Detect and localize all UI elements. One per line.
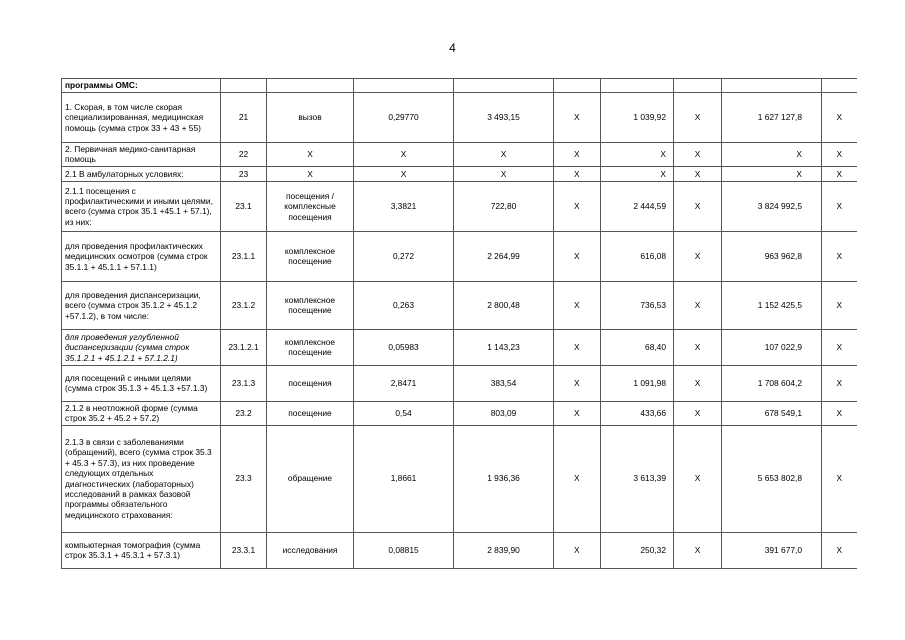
table-row [62, 329, 857, 365]
cell-text: 3 613,39 [633, 473, 666, 484]
cell-text: 383,54 [490, 378, 517, 389]
cell-text: 0,05983 [388, 342, 419, 353]
cell-text: X [836, 112, 843, 123]
cell-text: 21 [238, 112, 249, 123]
table-cell [674, 166, 722, 181]
table-cell [62, 365, 221, 401]
cell-text: 2.1.2 в неотложной форме (сумма строк 35.2 + 45.2 + 57.2) [65, 402, 198, 424]
table-cell [674, 79, 722, 93]
table-cell [267, 143, 354, 167]
table-cell [221, 166, 267, 181]
table-cell [221, 231, 267, 281]
cell-text: X [694, 408, 701, 419]
cell-text: 963 962,8 [764, 251, 802, 262]
cell-text: для проведения профилактических медицинских осмотров (сумма строк 35.1.1 + 45.1.1 + 57.1.1) [65, 240, 208, 272]
cell-text: X [694, 251, 701, 262]
cell-text: 23.2 [235, 408, 252, 419]
table-cell [674, 365, 722, 401]
table-cell [62, 532, 221, 568]
table-cell [354, 329, 454, 365]
table-cell [454, 532, 554, 568]
table-cell [554, 79, 601, 93]
cell-text: 0,263 [393, 300, 414, 311]
cell-text: 2.1.1 посещения с профилактическими и иными целями, всего (сумма строк 35.1 +45.1 + 57.1), из них: [65, 185, 213, 227]
cell-text: 250,32 [640, 544, 666, 555]
cell-text: 3 824 992,5 [757, 201, 802, 212]
cell-text: X [836, 300, 843, 311]
table-cell [822, 166, 857, 181]
table-cell [354, 181, 454, 231]
table-row [62, 532, 857, 568]
cell-text: 1 627 127,8 [757, 112, 802, 123]
table-cell [267, 93, 354, 143]
table-cell [722, 181, 822, 231]
table-cell [554, 329, 601, 365]
table-cell [822, 143, 857, 167]
table-row [62, 425, 857, 532]
table-cell [822, 181, 857, 231]
table-cell [454, 365, 554, 401]
cell-text: X [500, 168, 507, 179]
cell-text: 2.1 В амбулаторных условиях: [65, 168, 184, 179]
cell-text: 107 022,9 [764, 342, 802, 353]
table-cell [554, 281, 601, 329]
table-cell [601, 79, 674, 93]
cell-text: X [574, 342, 580, 353]
table-cell [601, 281, 674, 329]
table-cell [722, 166, 822, 181]
table-cell [554, 93, 601, 143]
table-body [62, 79, 857, 569]
table-cell [62, 79, 221, 93]
table-row [62, 166, 857, 181]
cell-text: 722,80 [490, 201, 517, 212]
cell-text: X [574, 168, 580, 179]
table-cell [454, 79, 554, 93]
cell-text: 23.1.2 [231, 300, 256, 311]
cell-text: посещение [288, 408, 332, 419]
cell-text: программы ОМС: [65, 80, 138, 91]
table-cell [722, 93, 822, 143]
table-cell [221, 281, 267, 329]
cell-text: 0,272 [393, 251, 414, 262]
table-cell [822, 401, 857, 425]
cell-text: 803,09 [490, 408, 517, 419]
table-cell [454, 143, 554, 167]
table-cell [267, 425, 354, 532]
page-number: 4 [449, 41, 456, 55]
cell-text: X [836, 544, 843, 555]
cell-text: X [307, 168, 313, 179]
cell-text: 1 152 425,5 [757, 300, 802, 311]
table-cell [554, 401, 601, 425]
table-cell [354, 425, 454, 532]
table-cell [601, 425, 674, 532]
cell-text: 2,8471 [390, 378, 417, 389]
cell-text: 3 493,15 [487, 112, 520, 123]
table-cell [62, 93, 221, 143]
table-cell [601, 166, 674, 181]
table-row [62, 181, 857, 231]
cell-text: X [574, 201, 580, 212]
table-cell [601, 329, 674, 365]
cell-text: 22 [238, 149, 249, 160]
table-row [62, 401, 857, 425]
table-cell [267, 181, 354, 231]
cell-text: X [400, 149, 407, 160]
cell-text: X [836, 251, 843, 262]
cell-text: 5 653 802,8 [757, 473, 802, 484]
table-cell [354, 532, 454, 568]
cell-text: посещения / комплексные посещения [284, 190, 336, 222]
cell-text: вызов [298, 112, 322, 123]
cell-text: X [836, 408, 843, 419]
cell-text: X [574, 112, 580, 123]
table-cell [354, 281, 454, 329]
cell-text: 0,54 [395, 408, 412, 419]
cell-text: 23.1.3 [231, 378, 256, 389]
cell-text: X [500, 149, 507, 160]
table-cell [822, 329, 857, 365]
table-cell [221, 181, 267, 231]
cell-text: X [694, 149, 701, 160]
table-cell [354, 231, 454, 281]
table-row [62, 143, 857, 167]
table-cell [62, 425, 221, 532]
table-cell [822, 365, 857, 401]
table-cell [221, 401, 267, 425]
table-cell [601, 532, 674, 568]
cell-text: для проведения углубленной диспансеризации (сумма строк 35.1.2.1 + 45.1.2.1 + 57.1.2.1) [65, 331, 190, 363]
table-cell [601, 401, 674, 425]
table-cell [722, 281, 822, 329]
table-cell [354, 93, 454, 143]
cell-text: X [307, 149, 313, 160]
cell-text: комплексное посещение [284, 245, 336, 267]
table-cell [601, 143, 674, 167]
table-cell [221, 79, 267, 93]
table-cell [354, 166, 454, 181]
table-row [62, 281, 857, 329]
cell-text: X [694, 300, 701, 311]
cell-text: X [574, 473, 580, 484]
table-cell [62, 281, 221, 329]
table-cell [454, 401, 554, 425]
cell-text: исследования [282, 544, 338, 555]
table-cell [722, 532, 822, 568]
cell-text: 23.1.1 [231, 251, 256, 262]
cell-text: 3,3821 [390, 201, 417, 212]
table-cell [221, 425, 267, 532]
cell-text: X [660, 168, 666, 179]
table-cell [674, 281, 722, 329]
cell-text: 678 549,1 [764, 408, 802, 419]
cell-text: 0,08815 [388, 544, 419, 555]
table-cell [62, 181, 221, 231]
cell-text: X [836, 473, 843, 484]
cell-text: 1 708 604,2 [757, 378, 802, 389]
cell-text: 1 936,36 [487, 473, 520, 484]
cell-text: 23 [238, 168, 249, 179]
table-cell [674, 425, 722, 532]
cell-text: 2 800,48 [487, 300, 520, 311]
cell-text: 1 143,23 [487, 342, 520, 353]
cell-text: 0,29770 [388, 112, 419, 123]
table-cell [554, 166, 601, 181]
table-cell [722, 79, 822, 93]
table-cell [601, 93, 674, 143]
table-cell [221, 143, 267, 167]
cell-text: X [574, 300, 580, 311]
cell-text: комплексное посещение [284, 336, 336, 358]
table-cell [554, 231, 601, 281]
table-cell [822, 532, 857, 568]
table-cell [722, 329, 822, 365]
table-cell [267, 401, 354, 425]
table-cell [822, 281, 857, 329]
table-cell [454, 281, 554, 329]
cell-text: 68,40 [645, 342, 666, 353]
cell-text: 2.1.3 в связи с заболеваниями (обращений), всего (сумма строк 35.3 + 45.3 + 57.3), из них проведение следующих отдельных диагностических (лабораторных) исследований в рамках базовой программы обязательного медицинского страхования: [65, 437, 212, 520]
cell-text: X [400, 168, 407, 179]
table-cell [221, 93, 267, 143]
table-cell [454, 93, 554, 143]
cell-text: компьютерная томография (сумма строк 35.3.1 + 45.3.1 + 57.3.1) [65, 539, 201, 561]
table-cell [674, 329, 722, 365]
table-cell [554, 365, 601, 401]
table-cell [601, 365, 674, 401]
table-cell [722, 401, 822, 425]
table-cell [454, 181, 554, 231]
cell-text: X [574, 544, 580, 555]
cell-text: X [836, 201, 843, 212]
table-cell [221, 365, 267, 401]
cell-text: X [694, 473, 701, 484]
cell-text: 2 264,99 [487, 251, 520, 262]
table-row [62, 93, 857, 143]
cell-text: X [694, 342, 701, 353]
table-cell [221, 329, 267, 365]
table-row [62, 365, 857, 401]
cell-text: 1,8661 [390, 473, 417, 484]
cell-text: 1 039,92 [633, 112, 666, 123]
cell-text: 2 444,59 [633, 201, 666, 212]
table-cell [354, 143, 454, 167]
table-cell [822, 425, 857, 532]
cell-text: 391 677,0 [764, 544, 802, 555]
table-cell [722, 365, 822, 401]
cell-text: X [574, 251, 580, 262]
cell-text: 23.3 [235, 473, 252, 484]
table-cell [722, 231, 822, 281]
cell-text: X [796, 168, 802, 179]
cell-text: X [836, 149, 843, 160]
cell-text: 23.3.1 [231, 544, 256, 555]
cell-text: 1. Скорая, в том числе скорая специализированная, медицинская помощь (сумма строк 33 + 43 + 55) [65, 101, 204, 133]
table-cell [674, 181, 722, 231]
table-cell [62, 231, 221, 281]
table-cell [554, 532, 601, 568]
table-cell [354, 401, 454, 425]
cell-text: 1 091,98 [633, 378, 666, 389]
table-cell [674, 231, 722, 281]
cell-text: комплексное посещение [284, 294, 336, 316]
table-cell [267, 166, 354, 181]
table-cell [62, 401, 221, 425]
table-cell [221, 532, 267, 568]
table-cell [354, 79, 454, 93]
cell-text: X [574, 378, 580, 389]
table-cell [601, 181, 674, 231]
cell-text: X [836, 378, 843, 389]
cell-text: 23.1.2.1 [228, 342, 259, 353]
table-cell [62, 143, 221, 167]
cell-text: X [574, 408, 580, 419]
cell-text: X [694, 201, 701, 212]
table-cell [454, 425, 554, 532]
cell-text: посещения [288, 378, 332, 389]
table-cell [601, 231, 674, 281]
cell-text: X [694, 544, 701, 555]
table-cell [722, 425, 822, 532]
table-cell [674, 93, 722, 143]
table-cell [674, 401, 722, 425]
table-cell [454, 166, 554, 181]
table-row [62, 79, 857, 93]
cell-text: X [574, 149, 580, 160]
cell-text: для проведения диспансеризации, всего (сумма строк 35.1.2 + 45.1.2 +57.1.2), в том числе: [65, 289, 201, 321]
table-cell [554, 425, 601, 532]
table-cell [454, 231, 554, 281]
cell-text: 433,66 [640, 408, 666, 419]
table-cell [267, 231, 354, 281]
cell-text: X [796, 149, 802, 160]
table-cell [267, 329, 354, 365]
table-cell [454, 329, 554, 365]
table-cell [554, 181, 601, 231]
cell-text: 23.1 [235, 201, 252, 212]
cell-text: 736,53 [640, 300, 666, 311]
table-cell [554, 143, 601, 167]
norms-table [61, 78, 857, 569]
table-row [62, 231, 857, 281]
cell-text: X [694, 112, 701, 123]
table-cell [267, 281, 354, 329]
table-cell [267, 532, 354, 568]
table-cell [722, 143, 822, 167]
table-cell [822, 231, 857, 281]
table-cell [267, 365, 354, 401]
table-cell [354, 365, 454, 401]
table-cell [674, 532, 722, 568]
cell-text: 616,08 [640, 251, 666, 262]
table-cell [62, 166, 221, 181]
cell-text: X [836, 168, 843, 179]
cell-text: для посещений с иными целями (сумма строк 35.1.3 + 45.1.3 +57.1.3) [65, 372, 208, 394]
table-cell [267, 79, 354, 93]
table-cell [822, 79, 857, 93]
cell-text: обращение [287, 473, 333, 484]
cell-text: 2. Первичная медико-санитарная помощь [65, 144, 196, 165]
cell-text: X [836, 342, 843, 353]
table-cell [62, 329, 221, 365]
cell-text: X [660, 149, 666, 160]
table-cell [674, 143, 722, 167]
cell-text: X [694, 168, 701, 179]
table-cell [822, 93, 857, 143]
cell-text: 2 839,90 [487, 544, 520, 555]
cell-text: X [694, 378, 701, 389]
